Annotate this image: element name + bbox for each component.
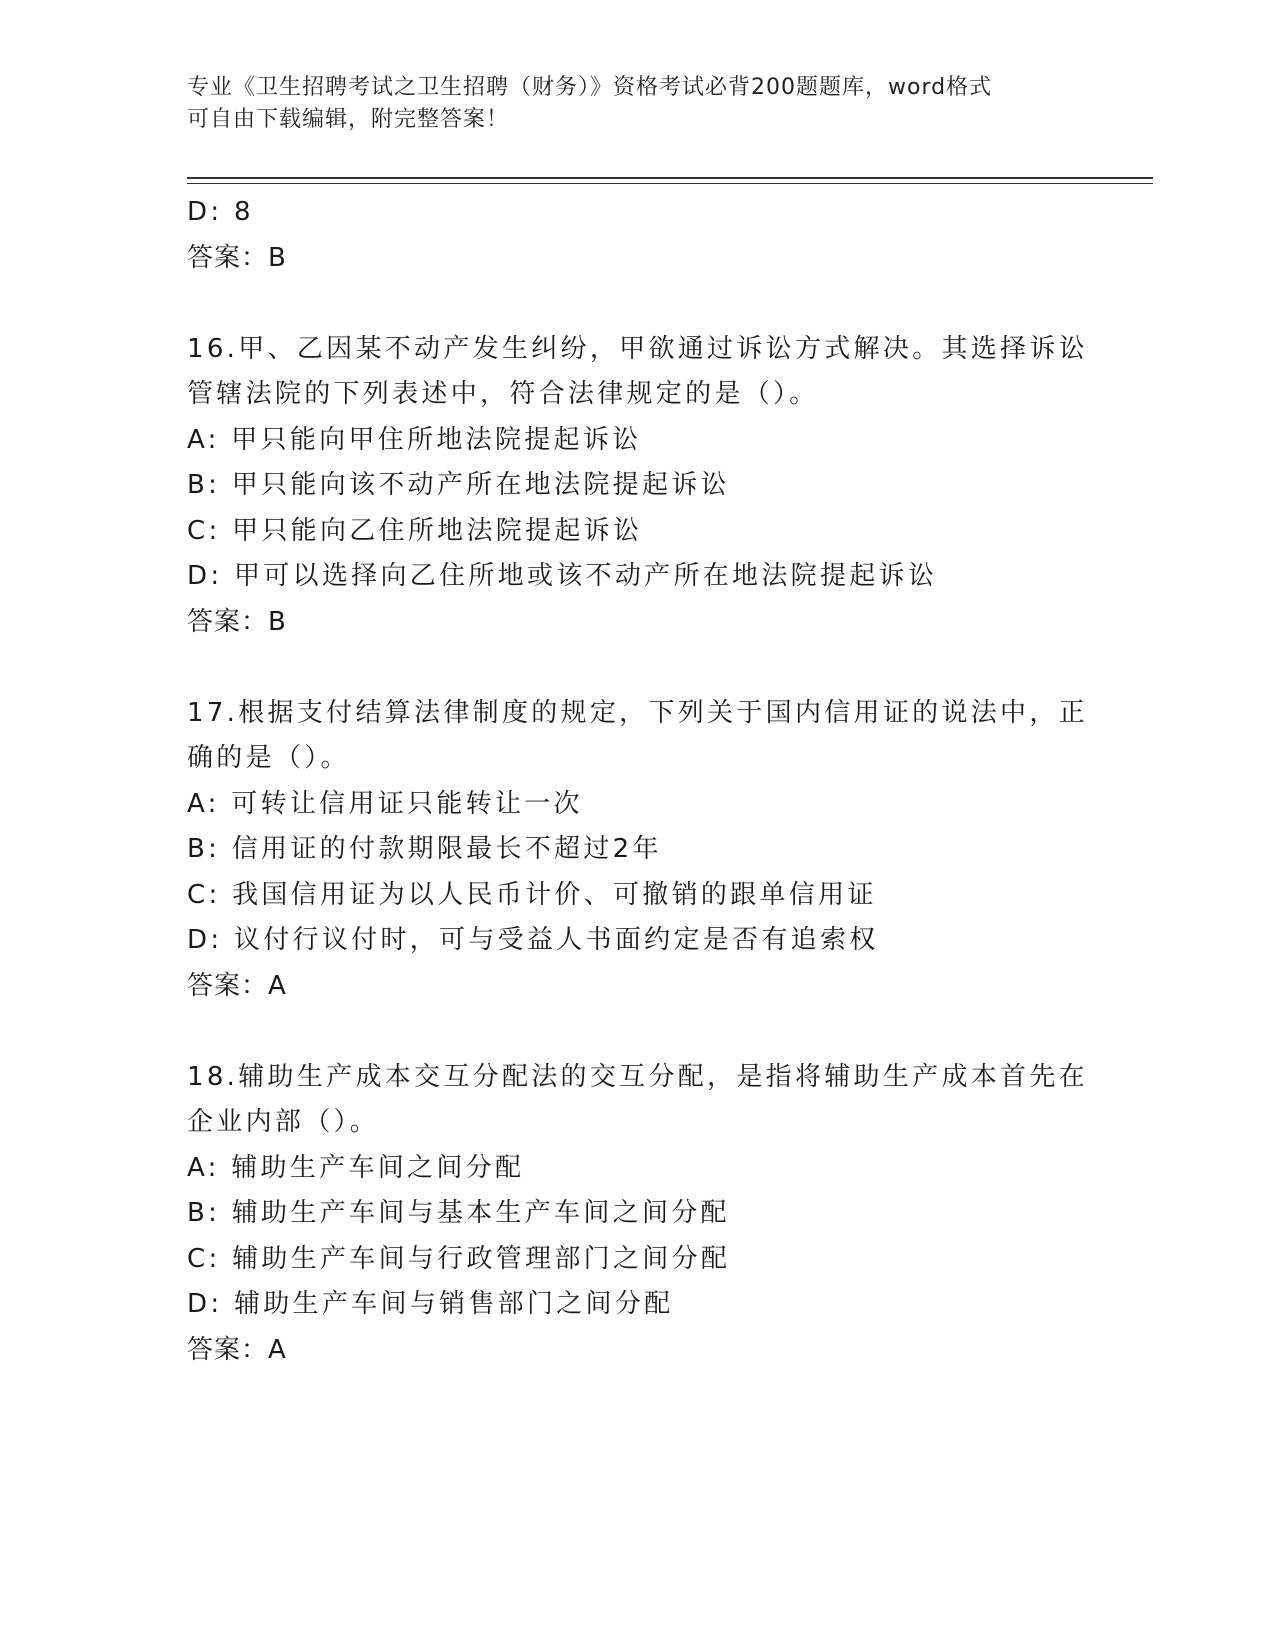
option-d: D: 议付行议付时，可与受益人书面约定是否有追索权 (187, 925, 879, 955)
option-b: B: 辅助生产车间与基本生产车间之间分配 (187, 1198, 730, 1228)
option-d: D: 甲可以选择向乙住所地或该不动产所在地法院提起诉讼 (187, 561, 938, 591)
question-16 (187, 327, 1087, 646)
question-answer: 答案：B (187, 606, 287, 637)
prev-question-answer: 答案：B (187, 242, 287, 273)
spacer (187, 1009, 1087, 1055)
option-a: A: 辅助生产车间之间分配 (187, 1152, 525, 1183)
question-answer: 答案：A (187, 1334, 287, 1365)
option-a: A: 甲只能向甲住所地法院提起诉讼 (187, 424, 642, 455)
option-a: A: 可转让信用证只能转让一次 (187, 788, 583, 819)
header-divider-thick (187, 177, 1153, 179)
header-divider-thin (187, 183, 1153, 184)
option-c: C: 甲只能向乙住所地法院提起诉讼 (187, 515, 643, 546)
question-17 (187, 691, 1087, 1010)
question-stem-line: 确的是（）。 (187, 743, 350, 773)
question-stem-line: 管辖法院的下列表述中，符合法律规定的是（）。 (187, 379, 819, 409)
spacer (187, 645, 1087, 691)
header-title-line-2: 可自由下载编辑，附完整答案！ (187, 107, 510, 132)
question-answer: 答案：A (187, 970, 287, 1001)
option-c: C: 辅助生产车间与行政管理部门之间分配 (187, 1243, 731, 1274)
question-content (187, 190, 1087, 1373)
question-18 (187, 1055, 1087, 1374)
question-stem-line: 17.根据支付结算法律制度的规定，下列关于国内信用证的说法中，正 (187, 697, 1088, 728)
header-title-line-1: 专业《卫生招聘考试之卫生招聘（财务）》资格考试必背200题题库，word格式 (187, 75, 993, 100)
page-header (187, 72, 1067, 136)
prev-question-option-d: D: 8 (187, 197, 254, 227)
option-b: B: 信用证的付款期限最长不超过2年 (187, 834, 662, 864)
option-c: C: 我国信用证为以人民币计价、可撤销的跟单信用证 (187, 879, 877, 910)
spacer (187, 281, 1087, 327)
question-stem-line: 16.甲、乙因某不动产发生纠纷，甲欲通过诉讼方式解决。其选择诉讼 (187, 333, 1088, 364)
option-b: B: 甲只能向该不动产所在地法院提起诉讼 (187, 470, 730, 500)
question-stem-line: 企业内部（）。 (187, 1107, 380, 1137)
option-d: D: 辅助生产车间与销售部门之间分配 (187, 1289, 674, 1319)
question-stem-line: 18.辅助生产成本交互分配法的交互分配，是指将辅助生产成本首先在 (187, 1061, 1088, 1092)
